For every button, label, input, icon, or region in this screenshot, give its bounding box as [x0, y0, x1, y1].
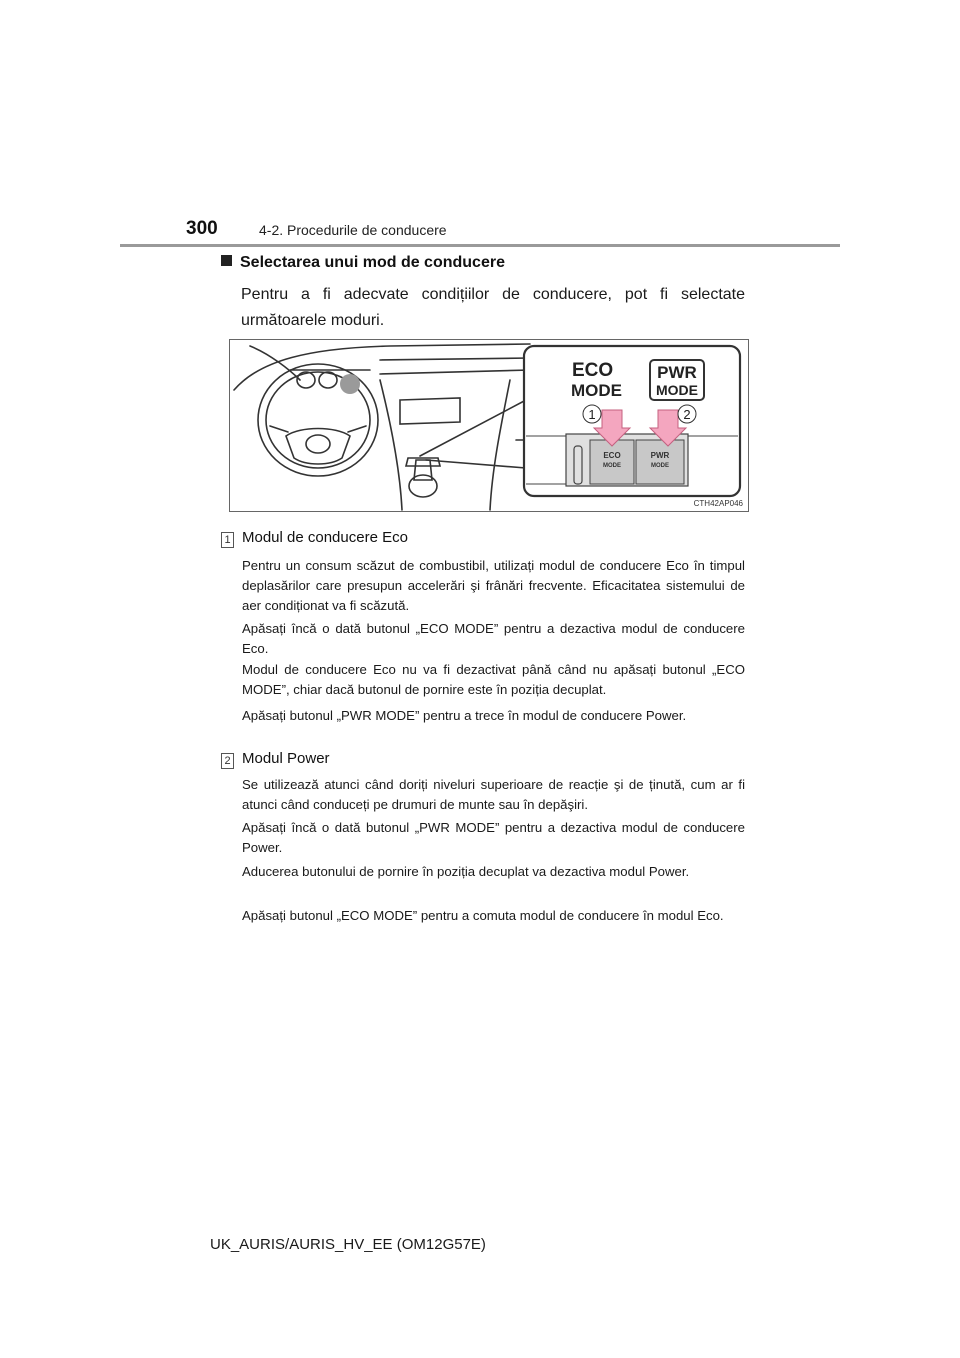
item-2-paragraph-2: Apăsați încă o dată butonul „PWR MODE” pentru a dezactiva modul de conducere Power. — [242, 820, 745, 855]
item-2-paragraph-1: Se utilizează atunci când doriți niveluri superioare de reacție şi de ținută, cum ar fi atunci când conduceți pe drumuri de munte sau în depăşiri. — [242, 777, 745, 812]
item-title-eco: Modul de conducere Eco — [242, 529, 408, 546]
footer-document-code: UK_AURIS/AURIS_HV_EE (OM12G57E) — [210, 1236, 486, 1253]
item-1-paragraph-4: Apăsați butonul „PWR MODE” pentru a trece în modul de conducere Power. — [242, 708, 687, 723]
item-2-paragraph-4: Apăsați butonul „ECO MODE” pentru a comuta modul de conducere în modul Eco. — [242, 908, 724, 923]
item-1-paragraph-1: Pentru un consum scăzut de combustibil, utilizați modul de conducere Eco în timpul deplasărilor care presupun accelerări şi frânări frecvente. Eficacitatea sistemului de aer condiționat va fi scăzută. — [242, 558, 745, 613]
item-2-paragraph-3: Aducerea butonului de pornire în poziția decuplat va dezactiva modul Power. — [242, 864, 690, 879]
item-marker-1: 1 — [221, 532, 234, 548]
callout-1: 1 — [588, 407, 596, 422]
pwr-label-top: PWR — [657, 363, 697, 382]
pwr-button-shape — [636, 440, 684, 484]
header-divider — [120, 244, 840, 247]
item-marker-2: 2 — [221, 753, 234, 769]
intro-paragraph: Pentru a fi adecvate condițiilor de conducere, pot fi selectate următoarele moduri. — [241, 286, 745, 329]
figure-code: CTH42AP046 — [693, 499, 743, 508]
button-eco-top: ECO — [603, 451, 621, 460]
item-title-power: Modul Power — [242, 750, 330, 767]
dashboard-drawing — [230, 340, 750, 513]
section-title: 4-2. Procedurile de conducere — [259, 222, 447, 238]
button-eco-bottom: MODE — [603, 463, 621, 469]
subsection-title: Selectarea unui mod de conducere — [240, 254, 505, 271]
square-bullet-icon — [221, 255, 232, 266]
subsection-heading — [221, 254, 505, 272]
item-1-paragraph-3: Modul de conducere Eco nu va fi dezactivat până când nu apăsați butonul „ECO MODE”, chiar dacă butonul de pornire este în poziția decuplat. — [242, 662, 745, 697]
item-1-paragraph-2: Apăsați încă o dată butonul „ECO MODE” pentru a dezactiva modul de conducere Eco. — [242, 621, 745, 656]
page-number: 300 — [186, 218, 218, 239]
callout-2: 2 — [683, 407, 691, 422]
dashboard-lines — [234, 344, 530, 510]
button-pwr-bottom: MODE — [651, 463, 669, 469]
eco-label-bottom: MODE — [571, 381, 622, 400]
pwr-label-bottom: MODE — [656, 382, 698, 398]
button-pwr-top: PWR — [650, 451, 670, 460]
eco-label-top: ECO — [572, 360, 614, 381]
dashboard-illustration — [229, 339, 749, 512]
cluster-highlight — [340, 374, 360, 394]
